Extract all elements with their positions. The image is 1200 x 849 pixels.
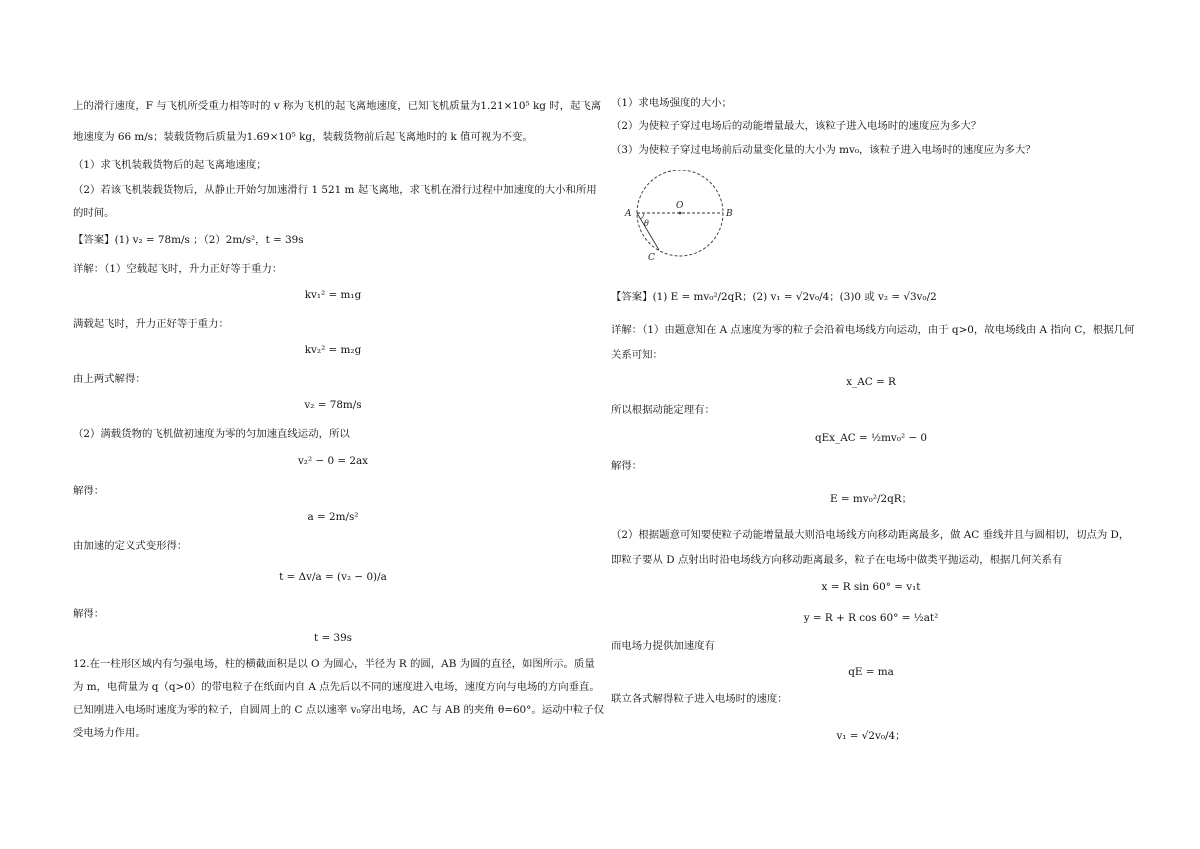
label-a: A <box>625 209 632 219</box>
equation: t = 39s <box>313 632 353 644</box>
equation: v₂ = 78m/s <box>304 399 362 411</box>
solution-text: （2）满载货物的飞机做初速度为零的匀加速直线运动，所以 <box>73 428 350 440</box>
detail-line: 关系可知： <box>611 349 663 361</box>
answer-line <box>73 234 304 248</box>
solution-text: 解得： <box>73 485 105 497</box>
detail-line: 详解：（1）空载起飞时，升力正好等于重力： <box>73 263 283 275</box>
solution-text: 由上两式解得： <box>73 373 146 385</box>
solution-text: 解得： <box>73 608 105 620</box>
equation: qE = ma <box>848 666 894 678</box>
problem-text-line: 上的滑行速度，F 与飞机所受重力相等时的 v 称为飞机的起飞离地速度，已知飞机质量为1.21×10⁵ kg 时，起飞离 <box>73 100 602 112</box>
answer-text: (1) v₂ = 78m/s ；（2）2m/s²，t = 39s <box>114 234 304 246</box>
answer-line <box>611 291 937 305</box>
detail-line: 详解：（1）由题意知在 A 点速度为零的粒子会沿着电场线方向运动，由于 q>0，故电场线由 A 指向 C，根据几何 <box>611 324 1135 336</box>
equation: E = mv₀²/2qR； <box>830 493 912 505</box>
detail-line: （2）根据题意可知要使粒子动能增量最大则沿电场线方向移动距离最多，做 AC 垂线并且与圆相切，切点为 D， <box>611 529 1130 541</box>
question-2: （2）为使粒子穿过电场后的动能增量最大，该粒子进入电场时的速度应为多大？ <box>611 120 982 132</box>
answer-text: (1) E = mv₀²/2qR；(2) v₁ = √2v₀/4；(3)0 或 v₂ = √3v₀/2 <box>652 291 937 303</box>
solution-text: 满载起飞时，升力正好等于重力： <box>73 318 229 330</box>
solution-text: 由加速的定义式变形得： <box>73 540 188 552</box>
question-1: （1）求电场强度的大小； <box>611 97 732 109</box>
equation: y = R + R cos 60° = ½at² <box>803 612 939 624</box>
label-theta: θ <box>644 219 649 228</box>
question-2: （2）若该飞机装载货物后，从静止开始匀加速滑行 1 521 m 起飞离地，求飞机在滑行过程中加速度的大小和所用 <box>73 184 597 196</box>
label-o: O <box>676 201 684 211</box>
problem-12-line: 12.在一柱形区域内有匀强电场，柱的横截面积是以 O 为圆心，半径为 R 的圆，AB 为圆的直径，如图所示。质量 <box>73 658 595 670</box>
equation: kv₂² = m₂g <box>304 344 362 356</box>
circle-field-diagram <box>622 170 737 262</box>
solution-text: 所以根据动能定理有： <box>611 404 715 416</box>
question-2-cont: 的时间。 <box>73 207 115 219</box>
problem-12-line: 为 m，电荷量为 q（q>0）的带电粒子在纸面内自 A 点先后以不同的速度进入电场，速度方向与电场的方向垂直。 <box>73 681 600 693</box>
equation: qEx_AC = ½mv₀² − 0 <box>814 432 928 444</box>
problem-text-line: 地速度为 66 m/s；装载货物后质量为1.69×10⁵ kg，装载货物前后起飞离地时的 k 值可视为不变。 <box>73 131 533 143</box>
equation: x = R sin 60° = v₁t <box>821 581 921 593</box>
question-3: （3）为使粒子穿过电场前后动量变化量的大小为 mv₀，该粒子进入电场时的速度应为多大？ <box>611 144 1036 156</box>
equation: a = 2m/s² <box>307 511 359 523</box>
problem-12-line: 已知刚进入电场时速度为零的粒子，自圆周上的 C 点以速率 v₀穿出电场，AC 与 AB 的夹角 θ=60°。运动中粒子仅 <box>73 704 605 716</box>
center-point <box>679 212 682 215</box>
problem-12-line: 受电场力作用。 <box>73 727 146 739</box>
question-1: （1）求飞机装载货物后的起飞离地速度； <box>73 159 267 171</box>
equation: kv₁² = m₁g <box>304 289 362 301</box>
answer-label: 【答案】 <box>611 291 653 303</box>
solution-text: 解得： <box>611 460 643 472</box>
label-b: B <box>726 209 733 219</box>
equation: v₁ = √2v₀/4； <box>836 730 906 742</box>
detail-line: 即粒子要从 D 点射出时沿电场线方向移动距离最多，粒子在电场中做类平抛运动，根据几何关系有 <box>611 554 1063 566</box>
equation: t = Δv/a = (v₂ − 0)/a <box>279 571 387 583</box>
solution-text: 而电场力提供加速度有 <box>611 640 715 652</box>
solution-text: 联立各式解得粒子进入电场时的速度： <box>611 693 788 705</box>
equation: x_AC = R <box>846 376 896 388</box>
answer-label: 【答案】 <box>73 234 115 246</box>
label-c: C <box>648 253 655 262</box>
equation: v₂² − 0 = 2ax <box>297 455 369 467</box>
